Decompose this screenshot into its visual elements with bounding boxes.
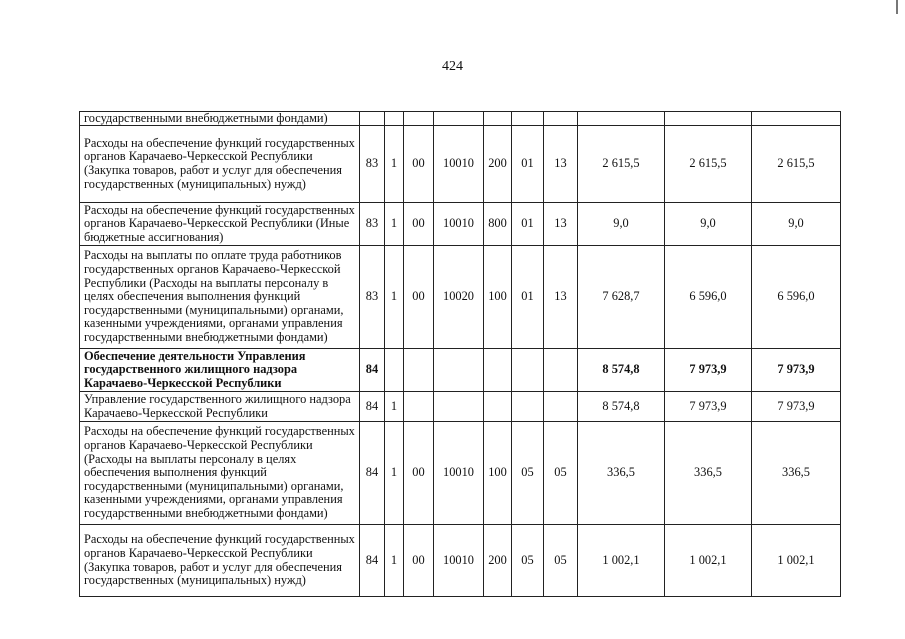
code-cell-pgp: 1 [385, 203, 404, 246]
amount-cell-v3: 336,5 [752, 422, 841, 525]
table-row [80, 126, 841, 203]
code-cell-pgp [385, 349, 404, 392]
amount-cell-vr [484, 112, 512, 126]
amount-cell-vr: 200 [484, 525, 512, 597]
amount-cell-v3: 1 002,1 [752, 525, 841, 597]
code-cell-gp [360, 112, 385, 126]
code-cell-gp: 84 [360, 392, 385, 422]
code-cell-dir: 10010 [434, 126, 484, 203]
table-row [80, 525, 841, 597]
code-cell-om: 00 [404, 203, 434, 246]
code-cell-dir [434, 349, 484, 392]
code-cell-rz: 01 [512, 203, 544, 246]
code-cell-pr: 13 [544, 203, 578, 246]
code-cell-om: 00 [404, 422, 434, 525]
amount-cell-v3: 6 596,0 [752, 246, 841, 349]
code-cell-pgp: 1 [385, 126, 404, 203]
table-row [80, 349, 841, 392]
code-cell-rz [512, 112, 544, 126]
row-name-cell: государственными внебюджетными фондами) [80, 112, 360, 126]
code-cell-pr: 05 [544, 422, 578, 525]
amount-cell-vr: 100 [484, 246, 512, 349]
amount-cell-v3: 7 973,9 [752, 349, 841, 392]
code-cell-rz [512, 392, 544, 422]
amount-cell-vr: 100 [484, 422, 512, 525]
amount-cell-v2: 7 973,9 [665, 392, 752, 422]
code-cell-om [404, 349, 434, 392]
code-cell-dir: 10020 [434, 246, 484, 349]
amount-cell-v2: 6 596,0 [665, 246, 752, 349]
code-cell-om: 00 [404, 126, 434, 203]
amount-cell-v3: 9,0 [752, 203, 841, 246]
table-row [80, 392, 841, 422]
code-cell-gp: 83 [360, 246, 385, 349]
amount-cell-v2 [665, 112, 752, 126]
amount-cell-v2: 336,5 [665, 422, 752, 525]
table-row [80, 112, 841, 126]
code-cell-pr: 05 [544, 525, 578, 597]
row-name-cell: Расходы на выплаты по оплате труда работников государственных органов Карачаево-Черкесской Республики (Расходы на выплаты персоналу в целях обеспечения выполнения функций государственными (муниципальными) органами, казенными учреждениями, органами управления государственными внебюджетными фондами) [80, 246, 360, 349]
code-cell-rz: 01 [512, 246, 544, 349]
code-cell-om: 00 [404, 525, 434, 597]
code-cell-om: 00 [404, 246, 434, 349]
code-cell-dir: 10010 [434, 422, 484, 525]
code-cell-pgp: 1 [385, 422, 404, 525]
code-cell-dir: 10010 [434, 203, 484, 246]
code-cell-rz [512, 349, 544, 392]
page-edge-mark [896, 0, 898, 14]
table-row [80, 246, 841, 349]
code-cell-rz: 01 [512, 126, 544, 203]
amount-cell-v1: 8 574,8 [578, 349, 665, 392]
amount-cell-v1: 336,5 [578, 422, 665, 525]
code-cell-dir [434, 392, 484, 422]
code-cell-om [404, 112, 434, 126]
code-cell-pr: 13 [544, 246, 578, 349]
amount-cell-v2: 2 615,5 [665, 126, 752, 203]
budget-table [79, 111, 841, 597]
amount-cell-v3: 7 973,9 [752, 392, 841, 422]
amount-cell-v2: 9,0 [665, 203, 752, 246]
amount-cell-v2: 1 002,1 [665, 525, 752, 597]
amount-cell-v2: 7 973,9 [665, 349, 752, 392]
code-cell-rz: 05 [512, 422, 544, 525]
page-number: 424 [442, 59, 463, 74]
row-name-cell: Расходы на обеспечение функций государственных органов Карачаево-Черкесской Республики (Закупка товаров, работ и услуг для обеспечения государственных (муниципальных) нужд) [80, 525, 360, 597]
amount-cell-v3 [752, 112, 841, 126]
amount-cell-v1: 9,0 [578, 203, 665, 246]
amount-cell-vr [484, 349, 512, 392]
code-cell-gp: 84 [360, 349, 385, 392]
code-cell-gp: 83 [360, 203, 385, 246]
amount-cell-v1: 1 002,1 [578, 525, 665, 597]
row-name-cell: Расходы на обеспечение функций государственных органов Карачаево-Черкесской Республики (Иные бюджетные ассигнования) [80, 203, 360, 246]
code-cell-pgp: 1 [385, 392, 404, 422]
code-cell-rz: 05 [512, 525, 544, 597]
table-row [80, 203, 841, 246]
table-row [80, 422, 841, 525]
amount-cell-vr: 800 [484, 203, 512, 246]
code-cell-gp: 84 [360, 525, 385, 597]
amount-cell-v1 [578, 112, 665, 126]
code-cell-pgp: 1 [385, 246, 404, 349]
code-cell-om [404, 392, 434, 422]
code-cell-gp: 83 [360, 126, 385, 203]
code-cell-pgp: 1 [385, 525, 404, 597]
amount-cell-vr: 200 [484, 126, 512, 203]
code-cell-pr [544, 392, 578, 422]
code-cell-pgp [385, 112, 404, 126]
row-name-cell: Расходы на обеспечение функций государственных органов Карачаево-Черкесской Республики (Закупка товаров, работ и услуг для обеспечения государственных (муниципальных) нужд) [80, 126, 360, 203]
row-name-cell: Обеспечение деятельности Управления государственного жилищного надзора Карачаево-Черкесской Республики [80, 349, 360, 392]
code-cell-pr [544, 349, 578, 392]
code-cell-gp: 84 [360, 422, 385, 525]
row-name-cell: Управление государственного жилищного надзора Карачаево-Черкесской Республики [80, 392, 360, 422]
row-name-cell: Расходы на обеспечение функций государственных органов Карачаево-Черкесской Республики (Расходы на выплаты персоналу в целях обеспечения выполнения функций государственными (муниципальными) органами, казенными учреждениями, органами управления государственными внебюджетными фондами) [80, 422, 360, 525]
amount-cell-v1: 7 628,7 [578, 246, 665, 349]
amount-cell-v1: 8 574,8 [578, 392, 665, 422]
amount-cell-v1: 2 615,5 [578, 126, 665, 203]
code-cell-pr [544, 112, 578, 126]
code-cell-dir [434, 112, 484, 126]
amount-cell-v3: 2 615,5 [752, 126, 841, 203]
amount-cell-vr [484, 392, 512, 422]
code-cell-pr: 13 [544, 126, 578, 203]
table-body [80, 112, 841, 597]
code-cell-dir: 10010 [434, 525, 484, 597]
